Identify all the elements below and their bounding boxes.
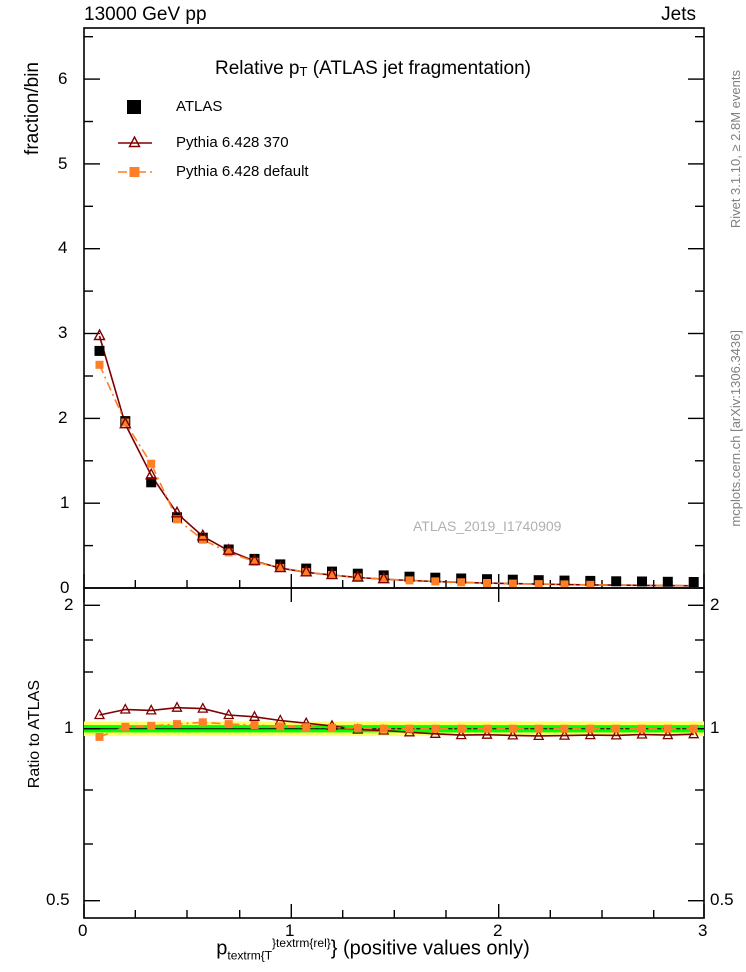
series-atlas-main-markers (95, 346, 699, 587)
ytick-label-4: 4 (58, 238, 68, 257)
xaxis-label-sub: textrm{T (227, 948, 273, 963)
xtick-label-1: 1 (285, 921, 295, 940)
xtick-label-2: 2 (493, 921, 503, 940)
plot-title-sub: T (299, 64, 308, 79)
series-pythiadefault-main-markers (96, 361, 595, 589)
plot-title-main: Relative p (215, 58, 300, 79)
side-annotation-mcplots: mcplots.cern.ch [arXiv:1306.3436] (728, 330, 743, 527)
main-panel-x-ticks (84, 574, 704, 588)
plot-title-rest: (ATLAS jet fragmentation) (307, 58, 531, 79)
header-process: Jets (661, 4, 696, 25)
legend-label-atlas: ATLAS (176, 98, 223, 115)
xaxis-label-sup: }textrm{rel} (272, 936, 331, 950)
legend-label-pythiadefault: Pythia 6.428 default (176, 163, 309, 180)
ratio-ytick-label-0p5-right: 0.5 (710, 890, 734, 909)
series-pythia370-main (100, 336, 694, 586)
legend-marker-atlas (127, 100, 141, 114)
ytick-label-3: 3 (58, 323, 68, 342)
xtick-label-0: 0 (78, 921, 88, 940)
ratio-panel-frame (84, 588, 704, 918)
xaxis-label-main: p (216, 937, 228, 960)
ratio-ytick-label-0p5-left: 0.5 (46, 890, 70, 909)
legend-label-pythia370: Pythia 6.428 370 (176, 134, 289, 151)
xaxis-label (0, 936, 746, 963)
ratio-ytick-label-1-right: 1 (710, 718, 720, 737)
yaxis-label-ratio: Ratio to ATLAS (26, 680, 43, 789)
xaxis-label-tail: } (positive values only) (330, 937, 530, 960)
legend-marker-pythiadefault (130, 167, 140, 177)
yaxis-label-main: fraction/bin (22, 62, 43, 155)
series-pythia370-main-markers (95, 330, 389, 583)
ytick-label-6: 6 (58, 69, 68, 88)
side-annotation-rivet: Rivet 3.1.10, ≥ 2.8M events (728, 70, 743, 229)
ratio-ytick-label-1-left: 1 (64, 718, 74, 737)
ratio-ytick-label-2-left: 2 (64, 595, 74, 614)
series-pythiadefault-main (100, 365, 694, 586)
legend-main (118, 100, 152, 177)
ytick-label-0: 0 (60, 578, 70, 597)
ratio-panel-x-ticks (84, 588, 704, 918)
ytick-label-5: 5 (58, 154, 68, 173)
header-beam-info: 13000 GeV pp (84, 4, 207, 25)
ratio-panel-y-ticks (84, 605, 704, 900)
ratio-ytick-label-2-right: 2 (710, 595, 720, 614)
dataset-watermark: ATLAS_2019_I1740909 (413, 518, 562, 534)
ytick-label-1: 1 (60, 493, 70, 512)
xtick-label-3: 3 (698, 921, 708, 940)
plot-title (0, 58, 746, 80)
ytick-label-2: 2 (58, 408, 68, 427)
legend-marker-pythia370 (130, 137, 140, 147)
